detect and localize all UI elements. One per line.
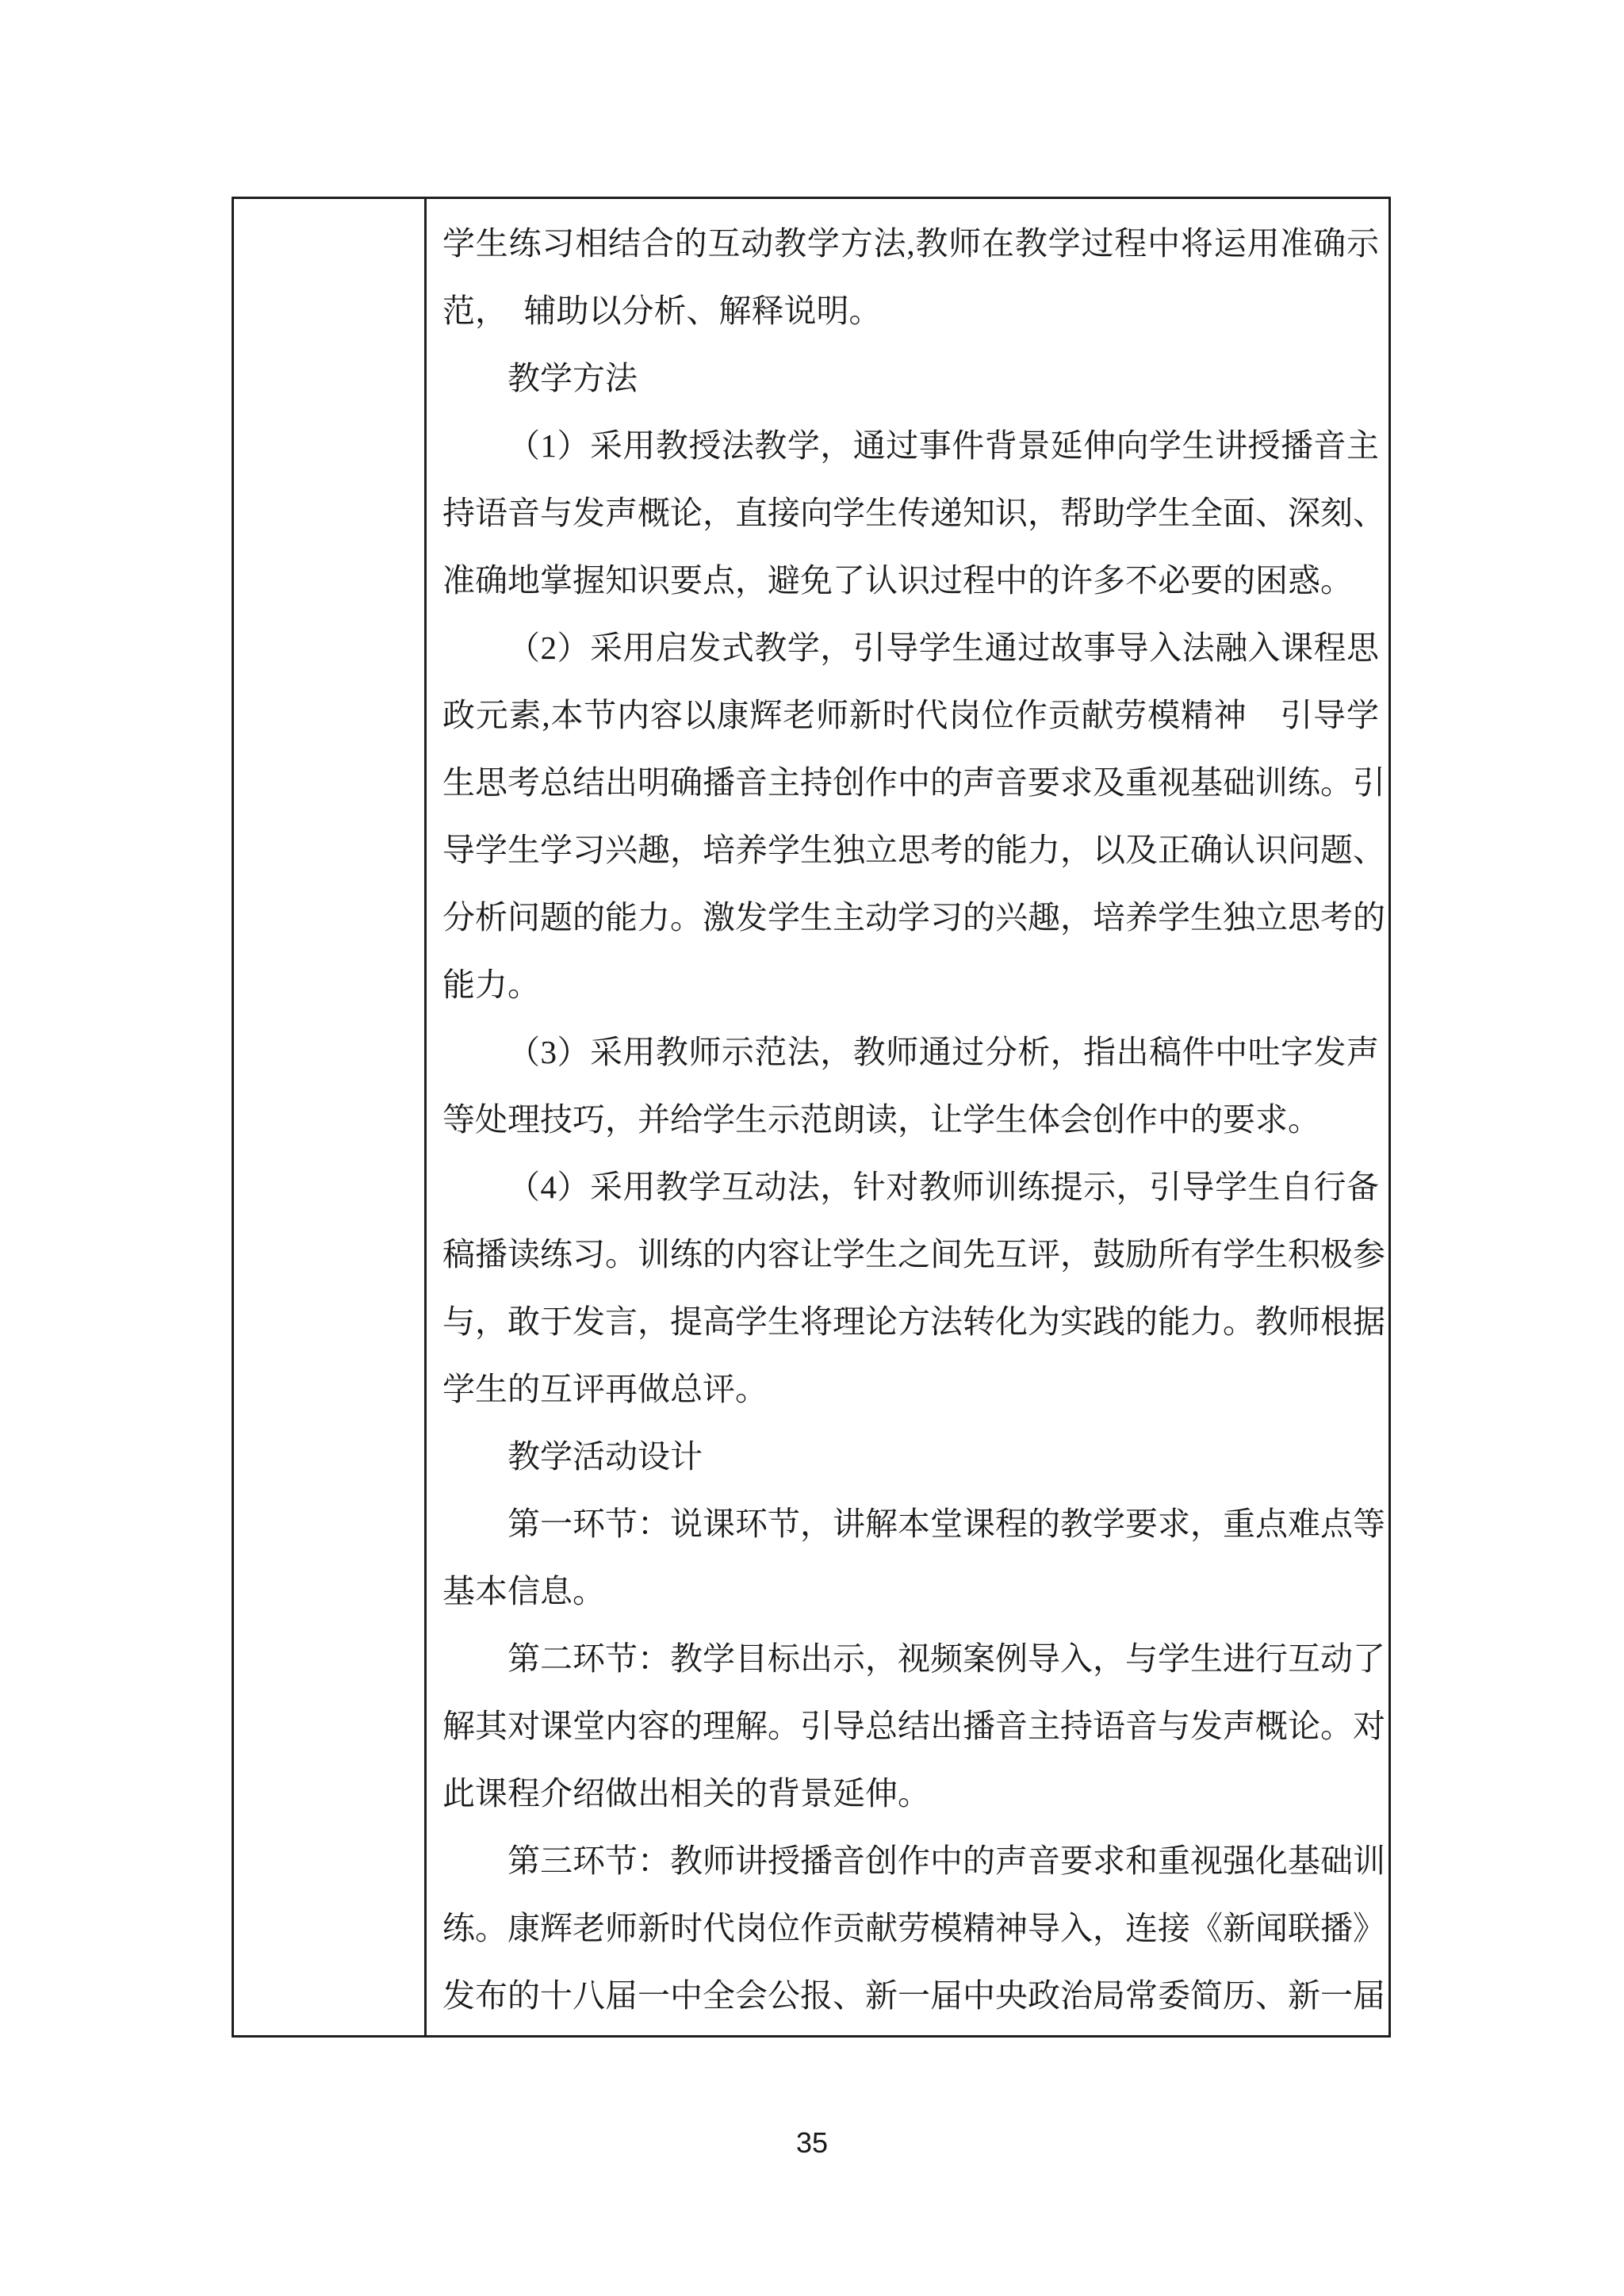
content-line: 基本信息。	[442, 1573, 605, 1609]
page-number: 35	[795, 2126, 829, 2159]
content-line: 能力。	[442, 966, 540, 1003]
content-line: 持语音与发声概论，直接向学生传递知识，帮助学生全面、深刻、	[442, 495, 1385, 531]
content-line: （1）采用教授法教学，通过事件背景延伸向学生讲授播音主	[508, 427, 1379, 464]
lesson-plan-table	[232, 197, 1391, 2038]
content-line: 范， 辅助以分析、解释说明。	[442, 293, 882, 329]
content-line: 解其对课堂内容的理解。引导总结出播音主持语音与发声概论。对	[442, 1708, 1385, 1744]
content-line: （2）采用启发式教学，引导学生通过故事导入法融入课程思	[508, 629, 1379, 666]
content-line: 生思考总结出明确播音主持创作中的声音要求及重视基础训练。引	[442, 764, 1385, 801]
content-line: 政元素,本节内容以康辉老师新时代岗位作贡献劳模精神 引导学	[442, 697, 1379, 733]
content-line: （4）采用教学互动法，针对教师训练提示，引导学生自行备	[508, 1169, 1379, 1205]
table-left-cell	[234, 199, 427, 2035]
content-line: 准确地掌握知识要点，避免了认识过程中的许多不必要的困惑。	[442, 562, 1353, 599]
content-line: 第二环节：教学目标出示，视频案例导入，与学生进行互动了	[508, 1640, 1385, 1677]
content-line: 第一环节：说课环节，讲解本堂课程的教学要求，重点难点等	[508, 1506, 1385, 1542]
content-line: 稿播读练习。训练的内容让学生之间先互评，鼓励所有学生积极参	[442, 1236, 1385, 1272]
content-line: 与，敢于发言，提高学生将理论方法转化为实践的能力。教师根据	[442, 1303, 1385, 1340]
content-line: （3）采用教师示范法，教师通过分析，指出稿件中吐字发声	[508, 1034, 1379, 1070]
content-line: 学生练习相结合的互动教学方法,教师在教学过程中将运用准确示	[442, 225, 1379, 262]
content-line: 导学生学习兴趣，培养学生独立思考的能力，以及正确认识问题、	[442, 832, 1385, 868]
content-line: 第三环节：教师讲授播音创作中的声音要求和重视强化基础训	[508, 1843, 1385, 1879]
content-line: 练。康辉老师新时代岗位作贡献劳模精神导入，连接《新闻联播》	[442, 1910, 1385, 1946]
content-line: 等处理技巧，并给学生示范朗读，让学生体会创作中的要求。	[442, 1101, 1320, 1138]
content-line: 此课程介绍做出相关的背景延伸。	[442, 1775, 930, 1812]
content-line: 学生的互评再做总评。	[442, 1371, 768, 1407]
content-line: 发布的十八届一中全会公报、新一届中央政治局常委简历、新一届	[442, 1977, 1385, 2014]
content-line: 分析问题的能力。激发学生主动学习的兴趣，培养学生独立思考的	[442, 899, 1385, 936]
table-right-cell	[427, 199, 1388, 2035]
content-line: 教学活动设计	[508, 1438, 703, 1475]
content-line: 教学方法	[508, 360, 638, 396]
